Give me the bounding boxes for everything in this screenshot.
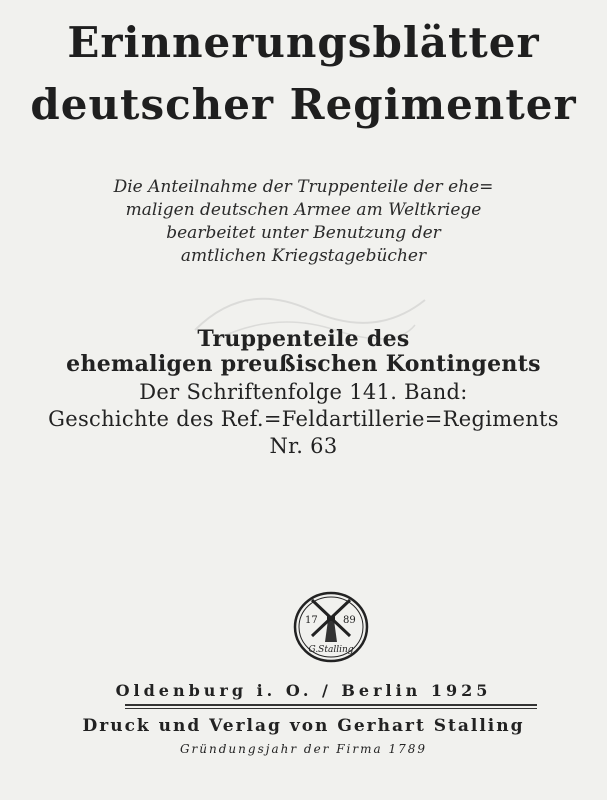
seal-signature: G.Stalling bbox=[308, 645, 354, 655]
series-line-3: Der Schriftenfolge 141. Band: bbox=[139, 380, 468, 404]
subtitle-line-3: bearbeitet unter Benutzung der bbox=[166, 223, 441, 243]
subtitle-line-2: maligen deutschen Armee am Weltkriege bbox=[125, 200, 482, 220]
series-line-2: ehemaligen preußischen Kontingents bbox=[66, 351, 541, 377]
divider-rule-thin bbox=[125, 708, 537, 709]
title-line-1: Erinnerungsblätter bbox=[67, 18, 540, 67]
windmill-seal-icon bbox=[292, 590, 370, 664]
seal-year-right: 89 bbox=[343, 615, 356, 626]
subtitle-line-4: amtlichen Kriegstagebücher bbox=[180, 246, 427, 266]
divider-rule bbox=[125, 704, 537, 706]
series-line-5: Nr. 63 bbox=[269, 434, 338, 458]
founded-line: Gründungsjahr der Firma 1789 bbox=[179, 742, 428, 756]
publisher-line: Druck und Verlag von Gerhart Stalling bbox=[82, 716, 525, 736]
seal-year-left: 17 bbox=[305, 615, 318, 626]
series-line-1: Truppenteile des bbox=[197, 326, 410, 352]
title-line-2: deutscher Regimenter bbox=[30, 80, 577, 129]
subtitle-line-1: Die Anteilnahme der Truppenteile der ehe= bbox=[113, 177, 494, 197]
imprint-place-date: Oldenburg i. O. / Berlin 1925 bbox=[115, 681, 492, 700]
series-line-4: Geschichte des Ref.=Feldartillerie=Regiments bbox=[48, 407, 559, 431]
